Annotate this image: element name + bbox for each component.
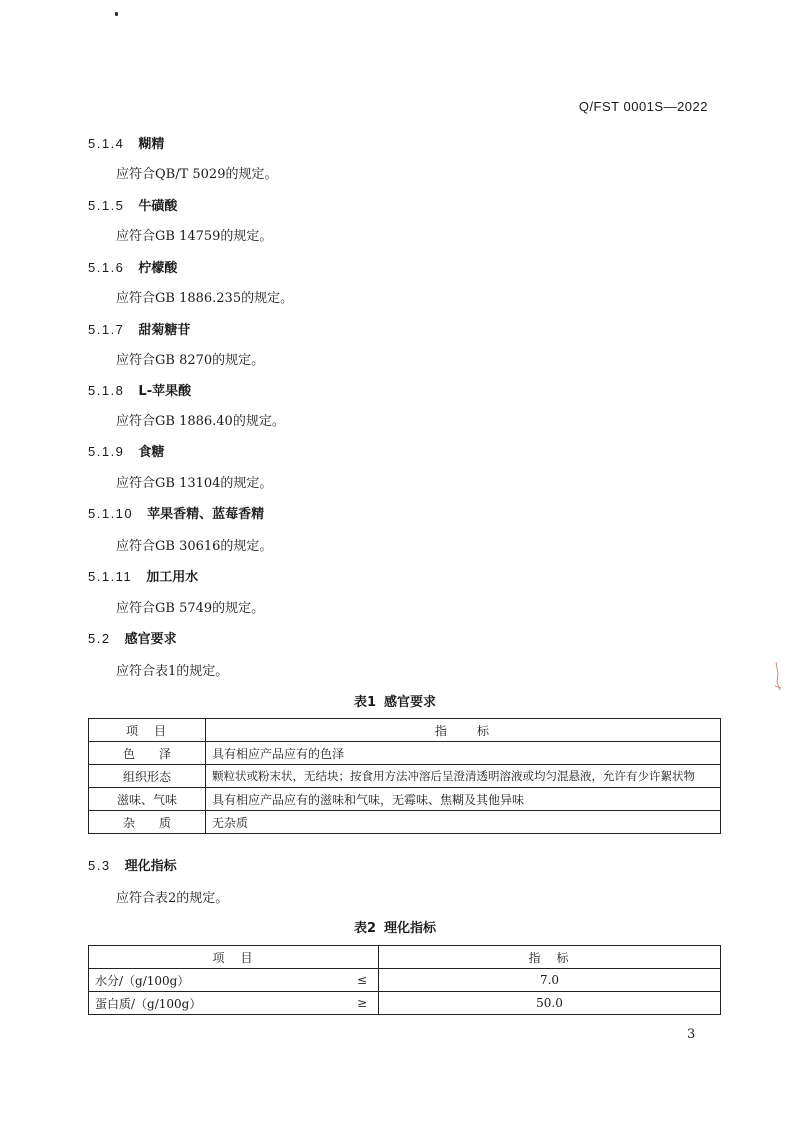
- section-text: 应符合表1的规定。: [116, 664, 229, 679]
- comparison-symbol: ≥: [346, 992, 379, 1015]
- table-row: [89, 811, 721, 834]
- table-cell-value: 颗粒状或粉末状，无结块；按食用方法冲溶后呈澄清透明溶液或均匀混悬液，允许有少许絮状物: [206, 765, 721, 788]
- table-cell-item: 蛋白质/（g/100g）: [89, 992, 347, 1015]
- section-title: 加工用水: [146, 570, 199, 585]
- section-title: 糊精: [138, 137, 165, 152]
- table2-caption: [0, 917, 790, 936]
- table-cell-value: 具有相应产品应有的滋味和气味，无霉味、焦糊及其他异味: [206, 788, 721, 811]
- table-cell-item: 组织形态: [89, 765, 206, 788]
- section-text: 应符合GB 14759的规定。: [116, 229, 273, 244]
- table-row: [89, 992, 721, 1015]
- table-cell-value: 7.0: [379, 969, 721, 992]
- section-title: L-苹果酸: [138, 384, 192, 399]
- table-row: [89, 742, 721, 765]
- page-number: 3: [687, 1027, 696, 1042]
- section-text: 应符合GB 1886.235的规定。: [116, 291, 294, 306]
- section-text: 应符合GB 13104的规定。: [116, 476, 273, 491]
- table-header-row: [89, 946, 721, 969]
- table-row: [89, 969, 721, 992]
- table1-caption-title: 感官要求: [384, 695, 437, 710]
- section-heading: [88, 628, 177, 647]
- table-cell-item: 水分/（g/100g）: [89, 969, 347, 992]
- section-heading: [88, 566, 198, 585]
- section-heading: [88, 855, 177, 874]
- section-title: 牛磺酸: [138, 199, 178, 214]
- table-cell-value: 无杂质: [206, 811, 721, 834]
- table1-caption-number: 表1: [353, 695, 377, 710]
- margin-pen-mark: [775, 660, 781, 700]
- section-heading: [88, 195, 177, 214]
- section-heading: [88, 503, 264, 522]
- table-header-row: [89, 719, 721, 742]
- section-heading: [88, 441, 164, 460]
- section-heading: [88, 133, 164, 152]
- table-cell-value: 具有相应产品应有的色泽: [206, 742, 721, 765]
- physicochemical-indicators-table: [88, 945, 721, 1015]
- section-title: 理化指标: [124, 859, 177, 874]
- section-text: 应符合GB 8270的规定。: [116, 353, 265, 368]
- margin-pen-mark-graphic: [775, 660, 781, 700]
- section-title: 感官要求: [124, 632, 177, 647]
- table1-caption: [0, 691, 790, 710]
- scan-speck: [115, 12, 118, 16]
- table-row: [89, 788, 721, 811]
- section-heading: [88, 257, 177, 276]
- section-number: 5.1.4: [88, 136, 125, 151]
- table2-caption-title: 理化指标: [384, 921, 437, 936]
- table-cell-item: 滋味、气味: [89, 788, 206, 811]
- section-title: 苹果香精、蓝莓香精: [147, 507, 265, 522]
- table-header-cell: 项 目: [89, 946, 379, 969]
- section-heading: [88, 380, 191, 399]
- section-text: 应符合GB 30616的规定。: [116, 539, 273, 554]
- section-number: 5.2: [88, 631, 111, 646]
- table-header-cell: 项 目: [89, 719, 206, 742]
- section-text: 应符合表2的规定。: [116, 891, 229, 906]
- section-text: 应符合QB/T 5029的规定。: [116, 167, 278, 182]
- section-title: 甜菊糖苷: [138, 323, 191, 338]
- section-text: 应符合GB 1886.40的规定。: [116, 414, 285, 429]
- section-heading: [88, 319, 190, 338]
- table2-caption-number: 表2: [353, 921, 377, 936]
- section-number: 5.1.8: [88, 383, 125, 398]
- section-text: 应符合GB 5749的规定。: [116, 601, 265, 616]
- section-number: 5.3: [88, 858, 111, 873]
- section-title: 柠檬酸: [138, 261, 178, 276]
- table-cell-value: 50.0: [379, 992, 721, 1015]
- section-number: 5.1.9: [88, 444, 125, 459]
- table-cell-item: 杂 质: [89, 811, 206, 834]
- table-header-cell: 指 标: [379, 946, 721, 969]
- section-number: 5.1.11: [88, 569, 133, 584]
- section-number: 5.1.7: [88, 322, 125, 337]
- section-number: 5.1.5: [88, 198, 125, 213]
- document-code-header: Q/FST 0001S—2022: [578, 99, 708, 114]
- section-number: 5.1.10: [88, 506, 134, 521]
- table-row: [89, 765, 721, 788]
- section-title: 食糖: [138, 445, 165, 460]
- comparison-symbol: ≤: [346, 969, 379, 992]
- sensory-requirements-table: [88, 718, 721, 834]
- table-header-cell: 指 标: [206, 719, 721, 742]
- section-number: 5.1.6: [88, 260, 125, 275]
- table-cell-item: 色 泽: [89, 742, 206, 765]
